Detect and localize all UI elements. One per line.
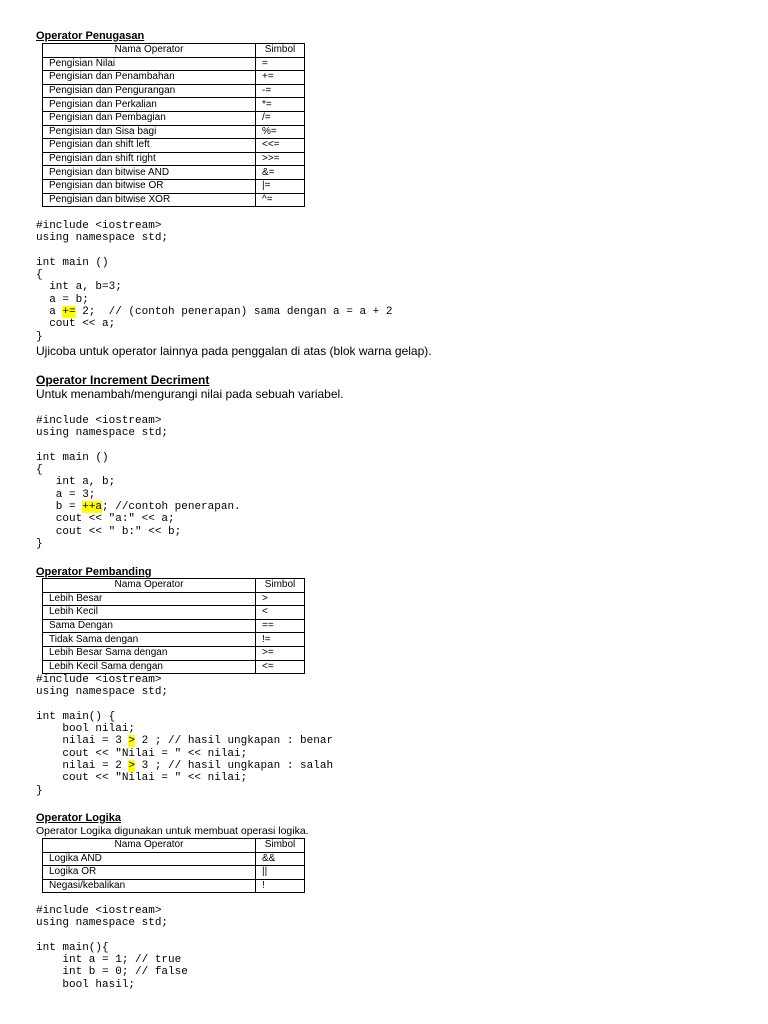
- code-line: [36, 674, 333, 686]
- operator-name-cell: Lebih Besar Sama dengan: [43, 646, 256, 660]
- code-line: [36, 513, 241, 525]
- operator-symbol-cell: !=: [256, 633, 305, 647]
- code-text: #include <iostream>: [36, 415, 162, 427]
- code-block-increment: [36, 415, 241, 550]
- header-nama-operator: Nama Operator: [43, 579, 256, 593]
- operator-name-cell: Pengisian dan bitwise AND: [43, 166, 256, 180]
- code-text: using namespace std;: [36, 232, 169, 245]
- code-text: #include <iostream>: [36, 220, 162, 232]
- code-text: a = 3;: [36, 488, 96, 501]
- highlighted-operator: ++a: [82, 501, 103, 514]
- operator-name-cell: Pengisian dan Sisa bagi: [43, 125, 256, 139]
- code-text: a: [36, 306, 63, 319]
- code-text: int main (): [36, 256, 109, 269]
- code-line: [36, 538, 241, 550]
- operator-name-cell: Lebih Besar: [43, 592, 256, 606]
- table-row: [43, 592, 305, 606]
- code-line: [36, 476, 241, 488]
- operator-symbol-cell: =: [256, 57, 305, 71]
- code-block-penugasan: [36, 220, 392, 343]
- note-penugasan: Ujicoba untuk operator lainnya pada penggalan di atas (blok warna gelap).: [36, 344, 432, 358]
- header-nama-operator: Nama Operator: [43, 839, 256, 853]
- table-row: [43, 57, 305, 71]
- section-title-pembanding: Operator Pembanding: [36, 566, 152, 578]
- operator-name-cell: Pengisian dan shift left: [43, 139, 256, 153]
- code-line: [36, 966, 188, 978]
- code-line: [36, 415, 241, 427]
- code-text: int a = 1; // true: [36, 954, 182, 967]
- code-line: [36, 748, 333, 760]
- code-line: [36, 699, 333, 711]
- operator-name-cell: Lebih Kecil: [43, 606, 256, 620]
- table-header-row: [43, 839, 305, 853]
- section-title-increment: Operator Increment Decriment: [36, 373, 210, 387]
- code-text: cout << "Nilai = " << nilai;: [36, 772, 248, 785]
- code-text: int main(){: [36, 941, 109, 954]
- code-line: [36, 526, 241, 538]
- code-line: [36, 452, 241, 464]
- code-line: [36, 318, 392, 330]
- code-text: ; //contoh penerapan.: [102, 501, 241, 514]
- code-line: [36, 785, 333, 797]
- operator-name-cell: Sama Dengan: [43, 619, 256, 633]
- code-text: bool hasil;: [36, 978, 136, 991]
- operator-name-cell: Negasi/kebalikan: [43, 879, 256, 893]
- table-row: [43, 84, 305, 98]
- table-row: [43, 166, 305, 180]
- header-simbol: Simbol: [256, 579, 305, 593]
- code-text: int a, b;: [36, 476, 116, 489]
- operator-name-cell: Pengisian dan Penambahan: [43, 71, 256, 85]
- operator-symbol-cell: /=: [256, 111, 305, 125]
- operator-symbol-cell: <<=: [256, 139, 305, 153]
- code-line: [36, 501, 241, 513]
- code-line: [36, 440, 241, 452]
- code-text: nilai = 2: [36, 760, 129, 773]
- table-row: [43, 111, 305, 125]
- operator-symbol-cell: ==: [256, 619, 305, 633]
- table-row: [43, 852, 305, 866]
- operator-symbol-cell: *=: [256, 98, 305, 112]
- code-block-logika: [36, 905, 188, 991]
- code-line: [36, 489, 241, 501]
- table-row: [43, 139, 305, 153]
- operator-name-cell: Pengisian dan bitwise XOR: [43, 193, 256, 207]
- code-line: [36, 686, 333, 698]
- code-text: int main (): [36, 451, 109, 464]
- table-row: [43, 71, 305, 85]
- operator-name-cell: Logika OR: [43, 866, 256, 880]
- code-text: int b = 0; // false: [36, 966, 188, 979]
- header-simbol: Simbol: [256, 839, 305, 853]
- operator-symbol-cell: >: [256, 592, 305, 606]
- operator-symbol-cell: &=: [256, 166, 305, 180]
- code-line: [36, 905, 188, 917]
- table-row: [43, 866, 305, 880]
- table-penugasan: [42, 43, 305, 207]
- code-text: cout << "Nilai = " << nilai;: [36, 747, 248, 760]
- table-logika: [42, 838, 305, 893]
- code-line: [36, 979, 188, 991]
- code-text: using namespace std;: [36, 427, 169, 440]
- code-line: [36, 723, 333, 735]
- operator-symbol-cell: <: [256, 606, 305, 620]
- code-line: [36, 257, 392, 269]
- operator-symbol-cell: !: [256, 879, 305, 893]
- section-title-penugasan: Operator Penugasan: [36, 30, 145, 42]
- code-text: cout << a;: [36, 318, 116, 331]
- operator-symbol-cell: &&: [256, 852, 305, 866]
- highlighted-operator: >: [128, 760, 136, 773]
- code-line: [36, 942, 188, 954]
- operator-symbol-cell: -=: [256, 84, 305, 98]
- code-line: [36, 269, 392, 281]
- highlighted-operator: +=: [62, 306, 76, 319]
- code-text: #include <iostream>: [36, 905, 162, 917]
- code-line: [36, 331, 392, 343]
- table-row: [43, 125, 305, 139]
- code-line: [36, 954, 188, 966]
- code-line: [36, 245, 392, 257]
- operator-symbol-cell: +=: [256, 71, 305, 85]
- operator-symbol-cell: %=: [256, 125, 305, 139]
- table-header-row: [43, 579, 305, 593]
- operator-name-cell: Tidak Sama dengan: [43, 633, 256, 647]
- code-text: b =: [36, 501, 83, 514]
- highlighted-operator: >: [128, 735, 136, 748]
- operator-symbol-cell: >=: [256, 646, 305, 660]
- table-row: [43, 193, 305, 207]
- desc-logika: Operator Logika digunakan untuk membuat operasi logika.: [36, 825, 309, 837]
- code-line: [36, 735, 333, 747]
- code-line: [36, 232, 392, 244]
- code-line: [36, 281, 392, 293]
- code-line: [36, 306, 392, 318]
- code-text: using namespace std;: [36, 917, 169, 930]
- header-simbol: Simbol: [256, 44, 305, 58]
- code-text: using namespace std;: [36, 686, 169, 699]
- operator-symbol-cell: >>=: [256, 152, 305, 166]
- table-row: [43, 98, 305, 112]
- code-line: [36, 220, 392, 232]
- code-text: 2 ; // hasil ungkapan : benar: [135, 735, 334, 748]
- section-title-logika: Operator Logika: [36, 812, 121, 824]
- code-text: cout << "a:" << a;: [36, 513, 175, 526]
- code-text: bool nilai;: [36, 723, 136, 736]
- operator-name-cell: Pengisian dan Perkalian: [43, 98, 256, 112]
- code-line: [36, 930, 188, 942]
- code-line: [36, 917, 188, 929]
- code-text: nilai = 3: [36, 735, 129, 748]
- code-line: [36, 711, 333, 723]
- code-line: [36, 294, 392, 306]
- operator-name-cell: Lebih Kecil Sama dengan: [43, 660, 256, 674]
- code-line: [36, 464, 241, 476]
- code-text: }: [36, 537, 43, 550]
- table-row: [43, 646, 305, 660]
- table-row: [43, 179, 305, 193]
- table-row: [43, 660, 305, 674]
- table-row: [43, 606, 305, 620]
- code-line: [36, 427, 241, 439]
- code-text: 2; // (contoh penerapan) sama dengan a = a + 2: [75, 306, 393, 319]
- code-block-pembanding: [36, 674, 333, 797]
- operator-name-cell: Logika AND: [43, 852, 256, 866]
- code-text: int main() {: [36, 710, 116, 723]
- operator-name-cell: Pengisian dan Pembagian: [43, 111, 256, 125]
- code-text: int a, b=3;: [36, 281, 122, 294]
- operator-symbol-cell: |=: [256, 179, 305, 193]
- code-line: [36, 772, 333, 784]
- operator-symbol-cell: ^=: [256, 193, 305, 207]
- code-text: {: [36, 464, 43, 477]
- operator-name-cell: Pengisian dan bitwise OR: [43, 179, 256, 193]
- operator-symbol-cell: <=: [256, 660, 305, 674]
- code-text: cout << " b:" << b;: [36, 525, 182, 538]
- desc-increment: Untuk menambah/mengurangi nilai pada sebuah variabel.: [36, 387, 344, 401]
- operator-name-cell: Pengisian dan Pengurangan: [43, 84, 256, 98]
- operator-name-cell: Pengisian dan shift right: [43, 152, 256, 166]
- table-row: [43, 619, 305, 633]
- table-header-row: [43, 44, 305, 58]
- code-text: 3 ; // hasil ungkapan : salah: [135, 760, 334, 773]
- code-text: {: [36, 269, 43, 282]
- code-text: }: [36, 784, 43, 797]
- operator-name-cell: Pengisian Nilai: [43, 57, 256, 71]
- table-row: [43, 633, 305, 647]
- code-line: [36, 760, 333, 772]
- code-text: }: [36, 330, 43, 343]
- operator-symbol-cell: ||: [256, 866, 305, 880]
- table-row: [43, 152, 305, 166]
- table-row: [43, 879, 305, 893]
- code-text: a = b;: [36, 293, 89, 306]
- header-nama-operator: Nama Operator: [43, 44, 256, 58]
- table-pembanding: [42, 578, 305, 674]
- code-text: #include <iostream>: [36, 674, 162, 686]
